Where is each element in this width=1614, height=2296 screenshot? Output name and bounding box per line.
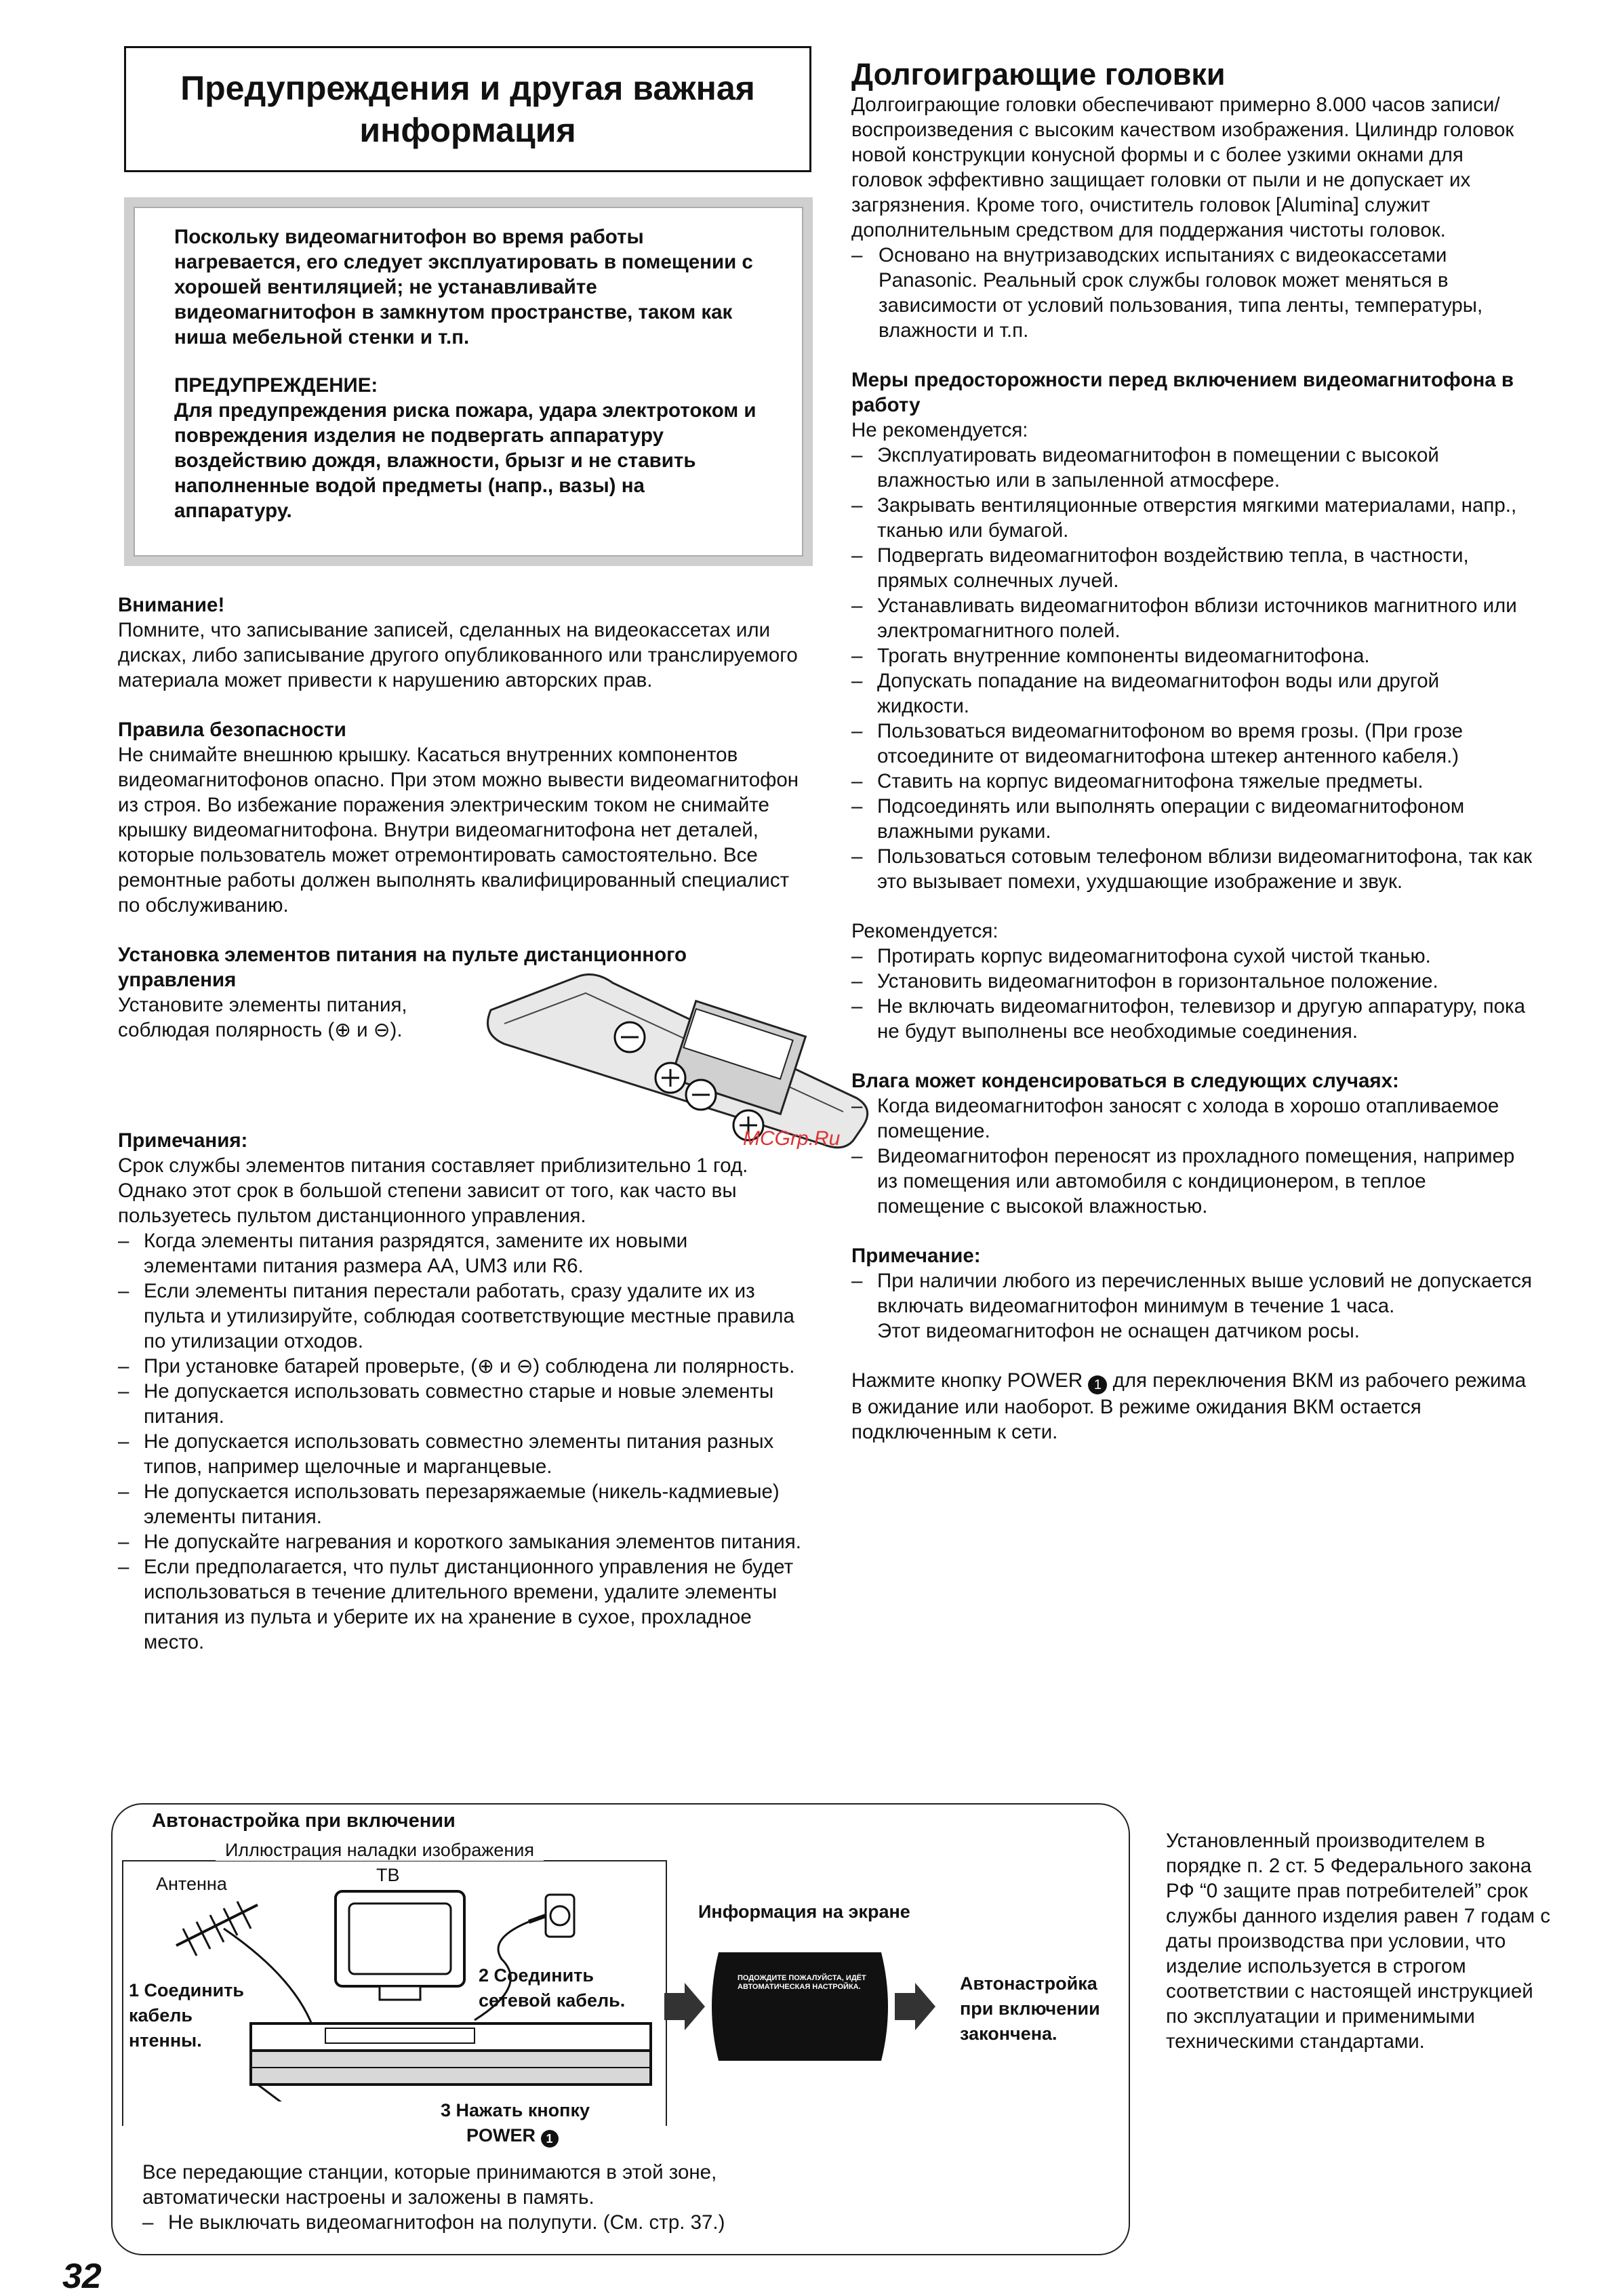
notes-section [118, 1128, 804, 1655]
warning-box [124, 197, 813, 566]
note2-section [851, 1243, 1535, 1344]
precaution-item: – Подвергать видеомагнитофон воздействию тепла, в частности, прямых солнечных лучей. [851, 543, 1535, 593]
recommended-item: – Протирать корпус видеомагнитофона сухой чистой тканью. [851, 944, 1535, 969]
heads-section [851, 57, 1535, 343]
warning-heading: ПРЕДУПРЕЖДЕНИЕ: [174, 374, 378, 397]
note2-heading: Примечание: [851, 1245, 981, 1267]
notes-item: – Не допускается использовать совместно старые и новые элементы питания. [118, 1379, 804, 1429]
notes-item: – Не допускается использовать совместно элементы питания разных типов, например щелочные и марганцевые. [118, 1429, 804, 1479]
antenna-label: Антенна [156, 1874, 227, 1894]
screen-flow [664, 1939, 963, 2074]
page-title-box [124, 46, 811, 172]
screen-text: ПОДОЖДИТЕ ПОЖАЛУЙСТА, ИДЁТ АВТОМАТИЧЕСКАЯ НАСТРОЙКА. [738, 1974, 866, 1991]
condensation-item: – Когда видеомагнитофон заносят с холода в хорошо отапливаемое помещение. [851, 1093, 1535, 1144]
recommended-item: – Не включать видеомагнитофон, телевизор и другую аппаратуру, пока не будут выполнены все необходимые соединения. [851, 994, 1535, 1044]
page-number: 32 [62, 2257, 102, 2296]
power-text-after: для переключения ВКМ из рабочего режима в ожидание или наоборот. В режиме ожидания ВКМ остается подключенным к сети. [851, 1369, 1527, 1443]
safety-heading: Правила безопасности [118, 719, 346, 741]
page-title: Предупреждения и другая важная информация [180, 69, 755, 149]
precautions-heading: Меры предосторожности перед включением видеомагнитофона в работу [851, 369, 1514, 416]
note2-item: – При наличии любого из перечисленных выше условий не допускается включать видеомагнитофон минимум в течение 1 часа. [851, 1268, 1535, 1318]
recommended-item: – Установить видеомагнитофон в горизонтальное положение. [851, 969, 1535, 994]
precaution-item: – Эксплуатировать видеомагнитофон в помещении с высокой влажностью или в запыленной атмосфере. [851, 443, 1535, 493]
tv-label: ТВ [376, 1865, 400, 1885]
precautions-section [851, 367, 1535, 1044]
precaution-item: – Подсоединять или выполнять операции с видеомагнитофоном влажными руками. [851, 794, 1535, 844]
step3-label: 3 Нажать кнопку POWER 1 [441, 2098, 590, 2148]
condensation-item: – Видеомагнитофон переносят из прохладного помещения, например из помещения или автомобиля с кондиционером, в теплое помещение с высокой влажностью. [851, 1144, 1535, 1219]
power-button-icon: 1 [541, 2130, 559, 2148]
condensation-heading: Влага может конденсироваться в следующих случаях: [851, 1070, 1399, 1092]
screen-info-label: Информация на экране [698, 1901, 910, 1922]
arrow-right-icon [895, 1983, 935, 2030]
illustration-caption: Иллюстрация наладки изображения [216, 1839, 544, 1861]
heads-text: Долгоиграющие головки обеспечивают примерно 8.000 часов записи/воспроизведения с высоким качеством изображения. Цилиндр головок новой конструкции конусной формы и с более узкими окнами для головок эффективно защищает головки от пыли и не допускает их загрязнения. Кроме того, очиститель головок [Alumina] служит дополнительным средством для поддержания чистоты головок. [851, 94, 1514, 241]
heads-note: – Основано на внутризаводских испытаниях с видеокассетами Panasonic. Реальный срок службы головок может меняться в зависимости от условий пользования, типа ленты, температуры, влажности и т.п. [851, 243, 1535, 343]
left-column [118, 592, 804, 1655]
notes-item: – При установке батарей проверьте, (⊕ и ⊖) соблюдена ли полярность. [118, 1354, 804, 1379]
heads-heading: Долгоиграющие головки [851, 57, 1226, 92]
power-button-icon: 1 [1088, 1375, 1107, 1394]
notes-item: – Когда элементы питания разрядятся, замените их новыми элементами питания размера AA, UM3 или R6. [118, 1228, 804, 1278]
recommended-label: Рекомендуется: [851, 920, 998, 942]
note2-extra: Этот видеомагнитофон не оснащен датчиком росы. [877, 1320, 1360, 1342]
attention-text: Помните, что записывание записей, сделанных на видеокассетах или дисках, либо записывание другого опубликованного или транслируемого материала может привести к нарушению авторских прав. [118, 619, 798, 691]
warning-paragraph-fire: Для предупреждения риска пожара, удара электротоком и повреждения изделия не подвергать аппаратуру воздействию дождя, влажности, брызг и не ставить наполненные водой предметы (напр., вазы) на аппаратуру. [174, 399, 756, 522]
power-text-before: Нажмите кнопку POWER [851, 1369, 1083, 1392]
batteries-text: Установите элементы питания, соблюдая полярность (⊕ и ⊖). [118, 994, 407, 1041]
service-life-note: Установленный производителем в порядке п. 2 ст. 5 Федерального закона РФ “0 защите прав потребителей” срок службы данного изделия равен 7 годам с даты производства при условии, что изделие используется в строгом соответствии с настоящей инструкцией по эксплуатации и применимыми техническими стандартами. [1166, 1830, 1550, 2053]
precaution-item: – Закрывать вентиляционные отверстия мягкими материалами, напр., тканью или бумагой. [851, 493, 1535, 543]
warning-paragraph-ventilation: Поскольку видеомагнитофон во время работы нагревается, его следует эксплуатировать в помещении с хорошей вентиляцией; не устанавливайте видеомагнитофон в замкнутом пространстве, таком как ниша мебельной стенки и т.п. [174, 226, 753, 348]
attention-section [118, 592, 804, 693]
precaution-item: – Ставить на корпус видеомагнитофона тяжелые предметы. [851, 769, 1535, 794]
safety-section [118, 717, 804, 918]
notes-item: – Не допускайте нагревания и короткого замыкания элементов питания. [118, 1529, 804, 1554]
batteries-section [118, 942, 804, 1127]
remote-control-illustration [477, 963, 884, 1152]
precaution-item: – Допускать попадание на видеомагнитофон воды или другой жидкости. [851, 668, 1535, 719]
autosetup-done: Автонастройка при включении закончена. [960, 1973, 1100, 2044]
step1-label: 1 Соединить кабель нтенны. [129, 1980, 244, 2051]
attention-heading: Внимание! [118, 594, 225, 616]
watermark: MCGrp.Ru [743, 1127, 841, 1150]
notes-intro: Срок службы элементов питания составляет приблизительно 1 год. Однако этот срок в большой степени зависит от того, как часто вы пользуетесь пультом дистанционного управления. [118, 1154, 748, 1227]
safety-text: Не снимайте внешнюю крышку. Касаться внутренних компонентов видеомагнитофонов опасно. При этом можно вывести видеомагнитофон из строя. Во избежание поражения электрическим током не снимайте крышку видеомагнитофона. Внутри видеомагнитофона нет деталей, которые пользователь может отремонтировать самостоятельно. Все ремонтные работы должен выполнять квалифицированный специалист по обслуживанию. [118, 744, 799, 917]
autosetup-heading: Автонастройка при включении [152, 1810, 456, 1832]
precaution-item: – Устанавливать видеомагнитофон вблизи источников магнитного или электромагнитного полей. [851, 593, 1535, 643]
notes-heading: Примечания: [118, 1129, 248, 1152]
precaution-item: – Пользоваться видеомагнитофоном во время грозы. (При грозе отсоедините от видеомагнитофона штекер антенного кабеля.) [851, 719, 1535, 769]
not-recommended-label: Не рекомендуется: [851, 419, 1028, 441]
notes-item: – Если элементы питания перестали работать, сразу удалите их из пульта и утилизируйте, соблюдая соответствующие местные правила по утилизации отходов. [118, 1278, 804, 1354]
autosetup-footer: Все передающие станции, которые принимаются в этой зоне, автоматически настроены и заложены в память. – Не выключать видеомагнитофон на полупути. (См. стр. 37.) [142, 2160, 820, 2235]
condensation-section [851, 1068, 1535, 1219]
step2-label: 2 Соединить сетевой кабель. [479, 1965, 626, 2011]
batteries-heading: Установка элементов питания на пульте дистанционного управления [118, 944, 687, 991]
vcr-icon [251, 2023, 651, 2101]
tv-icon [336, 1891, 464, 2000]
notes-item: – Если предполагается, что пульт дистанционного управления не будет использоваться в течение длительного времени, удалите элементы питания из пульта и уберите их на хранение в сухое, прохладное место. [118, 1554, 804, 1655]
right-column [851, 57, 1535, 1445]
precaution-item: – Пользоваться сотовым телефоном вблизи видеомагнитофона, так как это вызывает помехи, ухудшающие изображение и звук. [851, 844, 1535, 894]
precaution-item: – Трогать внутренние компоненты видеомагнитофона. [851, 643, 1535, 668]
arrow-right-icon [664, 1983, 705, 2030]
notes-item: – Не допускается использовать перезаряжаемые (никель-кадмиевые) элементы питания. [118, 1479, 804, 1529]
power-paragraph [851, 1368, 1535, 1445]
